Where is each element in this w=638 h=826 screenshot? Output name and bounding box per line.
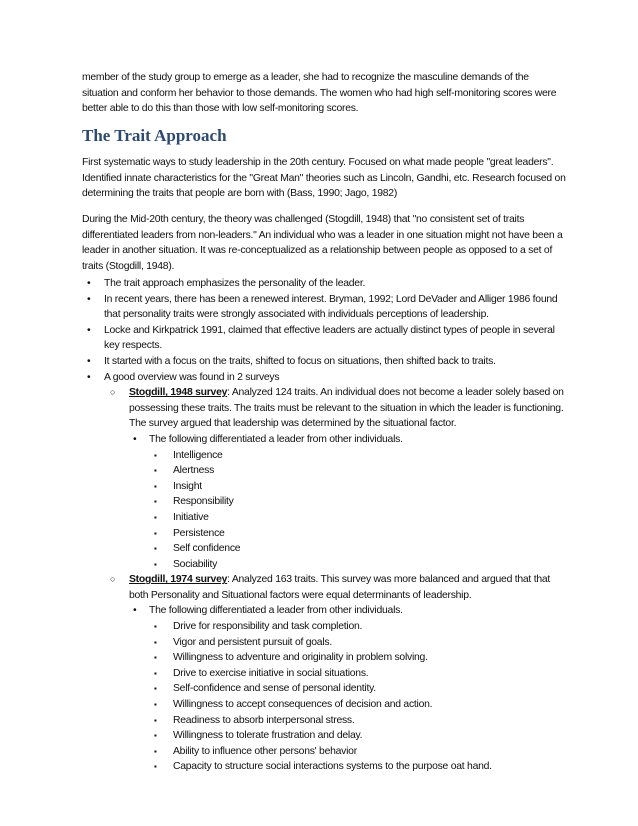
trait-item (149, 526, 566, 542)
trait-list (149, 619, 566, 775)
trait-text: Willingness to accept consequences of decision and action. (173, 699, 433, 711)
trait-text: Capacity to structure social interactions systems to the purpose oat hand. (173, 761, 492, 773)
list-item (82, 354, 566, 370)
trait-text: Drive to exercise initiative in social situations. (173, 667, 369, 679)
square-bullet-icon: ▪ (154, 653, 157, 663)
survey-text: : Analyzed 124 traits. An individual does not become a leader solely based on possessing these traits. The traits must be relevant to the situation in which the leader is functioning. The survey argued that leadership was determined by the situational factor. (129, 387, 564, 430)
survey-text: : Analyzed 163 traits. This survey was more balanced and argued that that both Personality and Situational factors were equal determinants of leadership. (129, 574, 551, 601)
survey-title: Stogdill, 1948 survey (129, 387, 228, 399)
square-bullet-icon: ▪ (154, 622, 157, 632)
square-bullet-icon: ▪ (154, 700, 157, 710)
square-bullet-icon: ▪ (154, 559, 157, 569)
sub-list (129, 603, 566, 775)
bullet-text: The trait approach emphasizes the personality of the leader. (104, 278, 366, 289)
list-item (82, 276, 566, 292)
bullet-icon: • (87, 355, 91, 367)
bullet-icon: • (87, 324, 91, 336)
trait-item (149, 728, 566, 744)
trait-item (149, 448, 566, 464)
list-item (82, 323, 566, 354)
trait-item (149, 713, 566, 729)
list-item (82, 292, 566, 323)
square-bullet-icon: ▪ (154, 668, 157, 678)
trait-item (149, 479, 566, 495)
trait-item (149, 681, 566, 697)
bullet-text: Locke and Kirkpatrick 1991, claimed that effective leaders are actually distinct types of people in several key respects. (104, 324, 555, 352)
trait-item (149, 494, 566, 510)
trait-item (149, 541, 566, 557)
trait-item (149, 463, 566, 479)
square-bullet-icon: ▪ (154, 481, 157, 491)
trait-list (149, 448, 566, 573)
trait-text: Vigor and persistent pursuit of goals. (173, 636, 332, 648)
square-bullet-icon: ▪ (154, 637, 157, 647)
survey-list (104, 385, 566, 775)
trait-item (149, 759, 566, 775)
bullet-icon: • (87, 278, 91, 289)
list-item (129, 432, 566, 572)
trait-text: Willingness to adventure and originality in problem solving. (173, 652, 428, 664)
square-bullet-icon: ▪ (154, 746, 157, 756)
circle-bullet-icon: ○ (110, 574, 116, 585)
paragraph-mid-century-challenge: During the Mid-20th century, the theory was challenged (Stogdill, 1948) that "no consistent set of traits differentiated leaders from non-leaders." An individual who was a leader in one situation might not have been a leader in another situation. It was re-conceptualized as a relationship between people as opposed to a set of traits (Stogdill, 1948). (82, 214, 563, 272)
list-item (82, 370, 566, 775)
circle-bullet-icon: ○ (110, 387, 116, 398)
trait-text: Alertness (173, 465, 215, 477)
trait-text: Insight (173, 480, 202, 492)
trait-item (149, 557, 566, 573)
bullet-icon: • (87, 293, 91, 305)
trait-text: Drive for responsibility and task completion. (173, 621, 363, 633)
trait-text: Sociability (173, 558, 218, 570)
trait-text: Initiative (173, 511, 209, 523)
trait-item (149, 510, 566, 526)
square-bullet-icon: ▪ (154, 450, 157, 460)
bullet-icon: • (87, 371, 91, 383)
bullet-text: In recent years, there has been a renewed interest. Bryman, 1992; Lord DeVader and Alliger 1986 found that personality traits were strongly associated with individuals perceptions of leadership. (104, 293, 558, 321)
square-bullet-icon: ▪ (154, 684, 157, 694)
main-bullet-list (82, 276, 566, 775)
trait-text: Responsibility (173, 496, 234, 508)
trait-text: Persistence (173, 527, 225, 539)
square-bullet-icon: ▪ (154, 762, 157, 772)
square-bullet-icon: ▪ (154, 528, 157, 538)
trait-item (149, 697, 566, 713)
square-bullet-icon: ▪ (154, 512, 157, 522)
list-item (129, 603, 566, 775)
intro-paragraph: member of the study group to emerge as a leader, she had to recognize the masculine demands of the situation and conform her behavior to those demands. The women who had high self-monitoring scores were better able to do this than those with low self-monitoring scores. (82, 72, 557, 115)
bullet-text: A good overview was found in 2 surveys (104, 371, 280, 383)
sub-heading: The following differentiated a leader from other individuals. (149, 605, 403, 617)
trait-item (149, 650, 566, 666)
bullet-icon: • (133, 433, 137, 445)
trait-item (149, 619, 566, 635)
trait-text: Readiness to absorb interpersonal stress. (173, 714, 355, 726)
trait-item (149, 666, 566, 682)
trait-text: Self-confidence and sense of personal identity. (173, 683, 376, 695)
survey-title: Stogdill, 1974 survey (129, 574, 228, 586)
sub-list (129, 432, 566, 572)
square-bullet-icon: ▪ (154, 497, 157, 507)
trait-item (149, 744, 566, 760)
survey-item-1974 (104, 572, 566, 775)
trait-text: Ability to influence other persons' behavior (173, 745, 357, 757)
bullet-icon: • (133, 605, 137, 617)
trait-text: Willingness to tolerate frustration and delay. (173, 730, 363, 742)
square-bullet-icon: ▪ (154, 715, 157, 725)
square-bullet-icon: ▪ (154, 544, 157, 554)
trait-item (149, 635, 566, 651)
section-heading: The Trait Approach (82, 126, 227, 145)
paragraph-trait-origins: First systematic ways to study leadership in the 20th century. Focused on what made people "great leaders". Identified innate characteristics for the "Great Man" theories such as Lincoln, Gandhi, etc. Research focused on determining the traits that people are born with (Bass, 1990; Jago, 1982) (82, 157, 566, 200)
square-bullet-icon: ▪ (154, 466, 157, 476)
sub-heading: The following differentiated a leader from other individuals. (149, 433, 403, 445)
trait-text: Intelligence (173, 449, 223, 461)
square-bullet-icon: ▪ (154, 731, 157, 741)
trait-text: Self confidence (173, 543, 241, 555)
bullet-text: It started with a focus on the traits, shifted to focus on situations, then shifted back to traits. (104, 355, 496, 367)
survey-item-1948 (104, 385, 566, 572)
